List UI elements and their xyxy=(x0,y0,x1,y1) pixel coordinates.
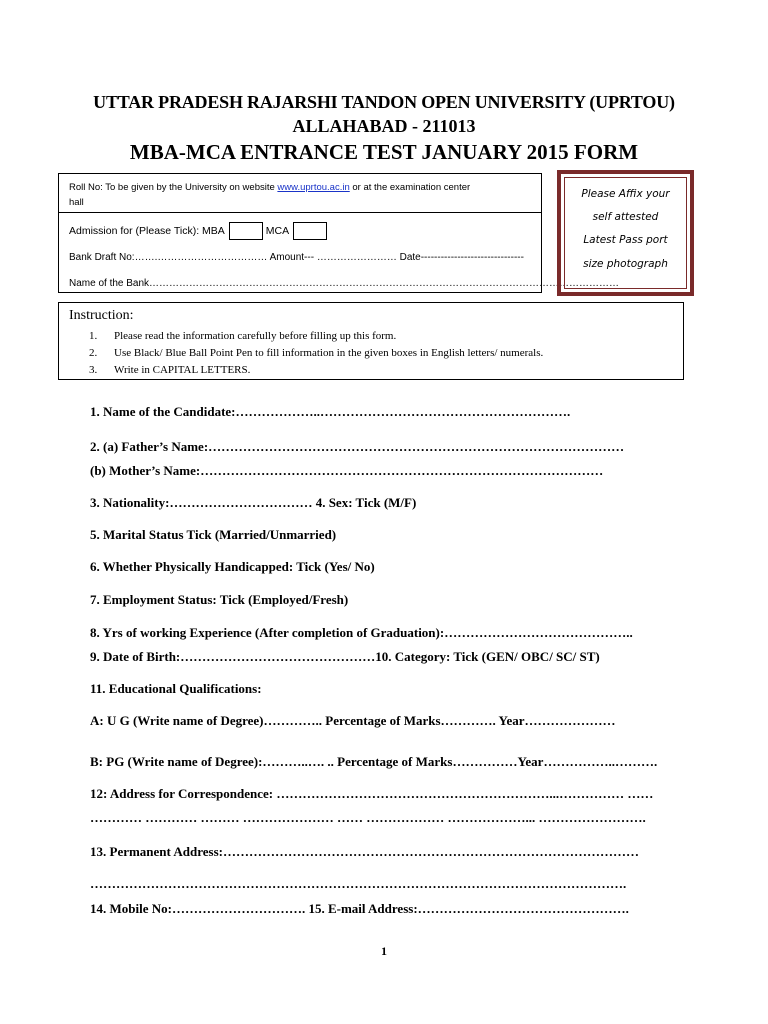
instruction-item xyxy=(89,347,543,359)
father-name-field[interactable]: 2. (a) Father’s Name:…………………………………………………………………………………… xyxy=(90,439,625,454)
photo-box-inner xyxy=(564,177,687,289)
permanent-address-field[interactable]: 13. Permanent Address:…………………………………………………………………………………… xyxy=(90,844,640,859)
office-info-box xyxy=(58,173,620,293)
instruction-item xyxy=(89,330,396,342)
instruction-number: 1. xyxy=(89,330,98,342)
photo-instruction-line2: self attested xyxy=(592,211,659,223)
physically-handicapped-field[interactable]: 6. Whether Physically Handicapped: Tick (Yes/ No) xyxy=(90,559,375,574)
work-experience-field[interactable]: 8. Yrs of working Experience (After completion of Graduation):…………………………………….. xyxy=(90,625,633,640)
instruction-text: Use Black/ Blue Ball Point Pen to fill information in the given boxes in English letters/ numerals. xyxy=(114,347,544,359)
mba-tick-box[interactable] xyxy=(229,222,263,240)
instruction-number: 3. xyxy=(89,364,98,376)
university-address: ALLAHABAD - 211013 xyxy=(292,116,476,136)
roll-number-note xyxy=(69,182,470,193)
candidate-name-field[interactable]: 1. Name of the Candidate:………………..…………………………………………………. xyxy=(90,404,571,419)
nationality-sex-field[interactable]: 3. Nationality:…………………………… 4. Sex: Tick (M/F) xyxy=(90,495,417,510)
photo-instruction-line1: Please Affix your xyxy=(581,188,670,200)
correspondence-address-line2[interactable]: ………… ………… ……… ………………… …… ……………… ………………... ……………………. xyxy=(90,810,646,825)
mca-tick-box[interactable] xyxy=(293,222,327,240)
info-divider xyxy=(59,212,541,213)
photo-box xyxy=(557,170,694,296)
instruction-box xyxy=(58,302,684,380)
pg-degree-field[interactable]: B: PG (Write name of Degree):………..…. .. Percentage of Marks……………Year……………..………. xyxy=(90,754,658,769)
instruction-text: Please read the information carefully before filling up this form. xyxy=(114,330,397,342)
dob-category-field[interactable]: 9. Date of Birth:………………………………………10. Category: Tick (GEN/ OBC/ SC/ ST) xyxy=(90,649,600,664)
ug-degree-field[interactable]: A: U G (Write name of Degree)………….. Percentage of Marks…………. Year………………… xyxy=(90,713,616,728)
university-website-link[interactable]: www.uprtou.ac.in xyxy=(277,182,350,193)
photo-instruction-line3: Latest Pass port xyxy=(583,234,668,246)
roll-note-suffix: or at the examination center xyxy=(349,182,471,193)
instruction-title: Instruction: xyxy=(69,308,134,323)
instruction-item xyxy=(89,364,250,376)
page-number: 1 xyxy=(381,944,387,958)
permanent-address-line2[interactable]: ……………………………………………………………………………………………………………. xyxy=(90,876,627,891)
admission-row xyxy=(69,222,330,240)
correspondence-address-field[interactable]: 12: Address for Correspondence: ………………………………………………………...…………… …… xyxy=(90,786,654,801)
admission-label: Admission for (Please Tick): MBA xyxy=(69,224,225,237)
bank-draft-line[interactable]: Bank Draft No:…….…………………………… Amount--- …………………… Date------------------------------- xyxy=(69,252,524,263)
roll-note-text: Roll No: To be given by the University on website xyxy=(69,182,278,193)
university-title: UTTAR PRADESH RAJARSHI TANDON OPEN UNIVERSITY (UPRTOU) xyxy=(93,92,675,112)
instruction-number: 2. xyxy=(89,347,98,359)
form-title: MBA-MCA ENTRANCE TEST JANUARY 2015 FORM xyxy=(129,140,639,164)
roll-note-line2: hall xyxy=(69,197,84,208)
bank-name-line[interactable]: Name of the Bank…………………………………………………………………………………………………………………………… xyxy=(69,278,620,289)
marital-status-field[interactable]: 5. Marital Status Tick (Married/Unmarried) xyxy=(90,527,337,542)
mca-label: MCA xyxy=(265,224,290,237)
photo-instruction-line4: size photograph xyxy=(583,258,668,270)
employment-status-field[interactable]: 7. Employment Status: Tick (Employed/Fresh) xyxy=(90,592,349,607)
educational-qualifications-heading: 11. Educational Qualifications: xyxy=(90,681,262,696)
mother-name-field[interactable]: (b) Mother’s Name:………………………………………………………………………………… xyxy=(90,463,604,478)
mobile-email-field[interactable]: 14. Mobile No:…………………………. 15. E-mail Address:…………………………………………. xyxy=(90,901,629,916)
instruction-text: Write in CAPITAL LETTERS. xyxy=(114,364,251,376)
